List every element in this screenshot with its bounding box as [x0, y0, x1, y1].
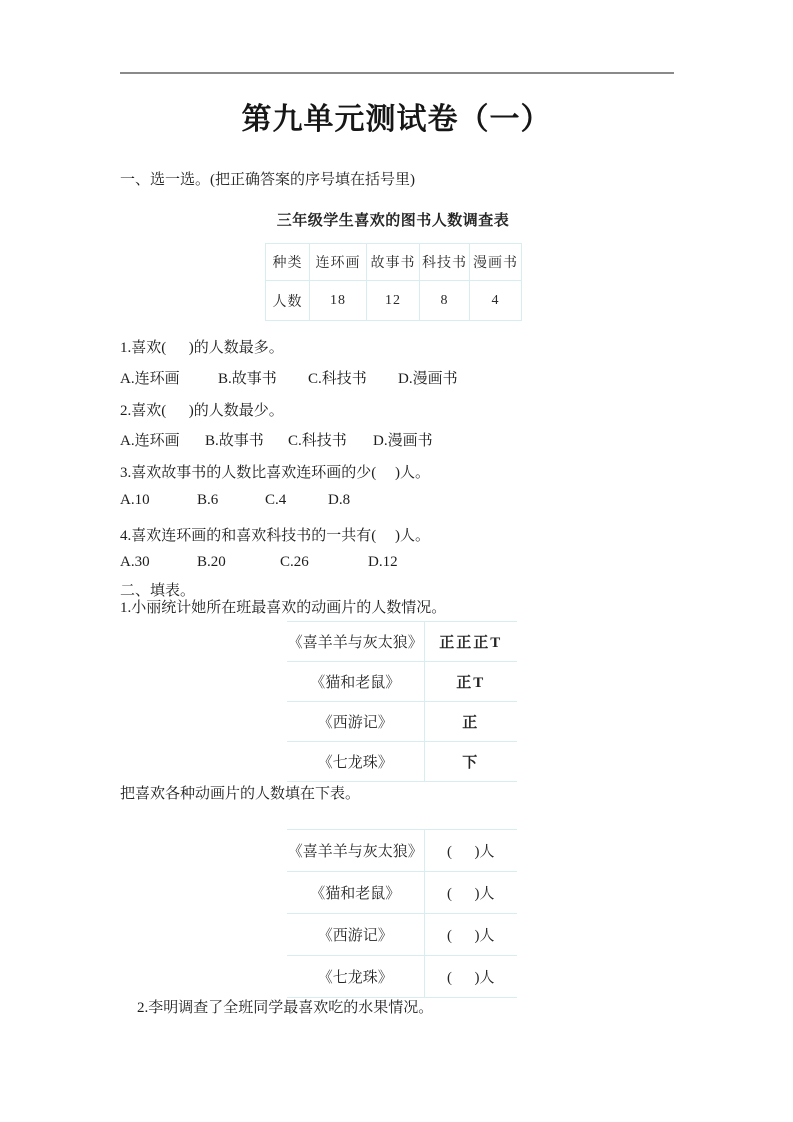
table-cell: 科技书 — [420, 244, 470, 281]
option-d: D.12 — [368, 554, 398, 570]
table-cell: 12 — [367, 281, 420, 321]
option-c: C.科技书 — [288, 433, 347, 449]
fill-row — [287, 872, 517, 914]
header-rule — [120, 72, 674, 74]
section1-heading: 一、选一选。(把正确答案的序号填在括号里) — [120, 172, 415, 188]
question-1-text: 1.喜欢( )的人数最多。 — [120, 340, 284, 356]
cartoon-label: 《七龙珠》 — [287, 956, 424, 998]
cartoon-label: 《七龙珠》 — [287, 742, 424, 782]
question-2-options — [120, 429, 433, 450]
tally-row — [287, 702, 517, 742]
cartoon-label: 《猫和老鼠》 — [287, 872, 424, 914]
table-cell: 漫画书 — [470, 244, 522, 281]
table-cell: 18 — [310, 281, 367, 321]
cartoon-label: 《猫和老鼠》 — [287, 662, 424, 702]
option-b: B.故事书 — [218, 371, 277, 387]
tally-marks: 下 — [424, 742, 517, 782]
option-b: B.故事书 — [205, 433, 264, 449]
question-3-options — [120, 492, 350, 509]
option-d: D.8 — [328, 492, 351, 508]
page-title: 第九单元测试卷（一） — [241, 103, 552, 136]
question-3-text: 3.喜欢故事书的人数比喜欢连环画的少( )人。 — [120, 465, 430, 481]
tally-marks: 正正正T — [424, 622, 517, 662]
option-c: C.科技书 — [308, 371, 367, 387]
option-c: C.4 — [265, 492, 287, 508]
fill-row — [287, 956, 517, 998]
table-row — [266, 281, 522, 321]
survey-table-title: 三年级学生喜欢的图书人数调查表 — [276, 212, 510, 229]
cartoon-label: 《喜羊羊与灰太狼》 — [287, 622, 424, 662]
fill-row — [287, 830, 517, 872]
option-d: D.漫画书 — [373, 433, 433, 449]
answer-blank: ( )人 — [424, 914, 517, 956]
section2-q1-text: 1.小丽统计她所在班最喜欢的动画片的人数情况。 — [120, 600, 447, 616]
tally-row — [287, 662, 517, 702]
cartoon-label: 《西游记》 — [287, 914, 424, 956]
option-a: A.连环画 — [120, 433, 180, 449]
option-b: B.20 — [197, 554, 226, 570]
section2-q2-text: 2.李明调查了全班同学最喜欢吃的水果情况。 — [137, 1000, 434, 1016]
table-cell: 种类 — [266, 244, 310, 281]
survey-table-block — [265, 209, 521, 321]
table-cell: 故事书 — [367, 244, 420, 281]
table-cell: 连环画 — [310, 244, 367, 281]
survey-table — [265, 243, 522, 321]
tally-marks: 正 — [424, 702, 517, 742]
question-1-options — [120, 367, 458, 388]
answer-blank: ( )人 — [424, 956, 517, 998]
option-c: C.26 — [280, 554, 309, 570]
answer-blank: ( )人 — [424, 830, 517, 872]
tally-row — [287, 742, 517, 782]
cartoon-label: 《西游记》 — [287, 702, 424, 742]
tally-table — [287, 621, 517, 782]
answer-blank: ( )人 — [424, 872, 517, 914]
option-a: A.连环画 — [120, 371, 180, 387]
fill-row — [287, 914, 517, 956]
table-row — [266, 244, 522, 281]
question-4-text: 4.喜欢连环画的和喜欢科技书的一共有( )人。 — [120, 528, 430, 544]
section2-heading: 二、填表。 — [120, 583, 196, 599]
option-a: A.10 — [120, 492, 150, 508]
fill-instruction: 把喜欢各种动画片的人数填在下表。 — [120, 786, 361, 802]
cartoon-label: 《喜羊羊与灰太狼》 — [287, 830, 424, 872]
fill-table — [287, 829, 517, 998]
table-cell: 人数 — [266, 281, 310, 321]
option-a: A.30 — [120, 554, 150, 570]
table-cell: 4 — [470, 281, 522, 321]
question-2-text: 2.喜欢( )的人数最少。 — [120, 403, 284, 419]
option-d: D.漫画书 — [398, 371, 458, 387]
tally-row — [287, 622, 517, 662]
question-4-options — [120, 554, 398, 571]
tally-marks: 正T — [424, 662, 517, 702]
option-b: B.6 — [197, 492, 219, 508]
table-cell: 8 — [420, 281, 470, 321]
